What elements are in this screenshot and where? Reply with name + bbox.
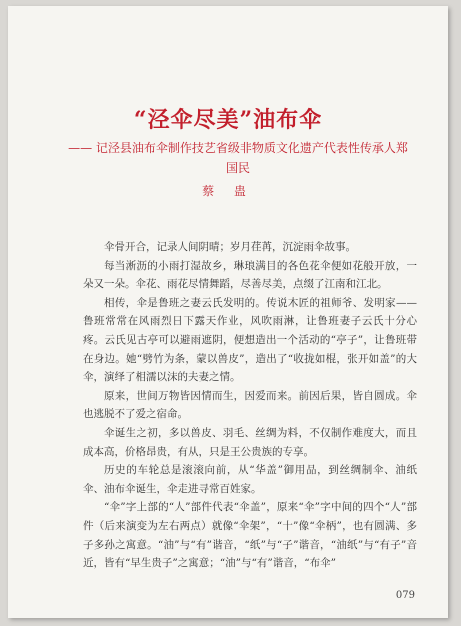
paragraph: 伞诞生之初，多以兽皮、羽毛、丝绸为料，不仅制作难度大，而且成本高，价格昂贵，有从，只是王公贵族的专享。 bbox=[83, 426, 417, 458]
article-title: “泾伞尽美”油布伞 bbox=[133, 107, 323, 133]
page-number: 079 bbox=[395, 590, 415, 601]
article-body bbox=[83, 238, 417, 573]
paragraph: 原来，世间万物皆因情而生，因爱而来。前因后果，皆自圆成。伞也逃脱不了爱之宿命。 bbox=[83, 389, 417, 421]
paragraph: 每当淅沥的小雨打湿故乡，琳琅满目的各色花伞便如花般开放，一朵又一朵。伞花、雨花尽情舞蹈，尽善尽美，点缀了江南和江北。 bbox=[83, 259, 417, 291]
paragraph: 伞骨开合，记录人间阴晴；岁月荏苒，沉淀雨伞故事。 bbox=[104, 241, 356, 253]
paragraph: 相传，伞是鲁班之妻云氏发明的。传说木匠的祖师爷、发明家——鲁班常常在风雨烈日下露天作业，风吹雨淋，让鲁班妻子云氏十分心疼。云氏见古亭可以避雨遮阴，便想造出一个活动的“亭子”，让鲁班带在身边。她“劈竹为条，蒙以兽皮”，造出了“收拢如棍，张开如盖”的大伞，演绎了相濡以沫的夫妻之情。 bbox=[83, 296, 417, 384]
article-author: 蔡 蛊 bbox=[202, 184, 254, 198]
document-page bbox=[8, 6, 448, 618]
article-subtitle: —— 记泾县油布伞制作技艺省级非物质文化遗产代表性传承人郑国民 bbox=[68, 141, 408, 175]
paragraph: “伞”字上部的“人”部件代表“伞盖”，原来“伞”字中间的四个“人”部件（后来演变为左右两点）就像“伞架”，“十”像“伞柄”，也有圆满、多子多孙之寓意。“油”与“有”谐音，“纸”与“子”谐音，“油纸”与“有子”音近，皆有“早生贵子”之寓意；“油”与“有”谐音，“布伞” bbox=[83, 501, 417, 570]
paragraph: 历史的车轮总是滚滚向前，从“华盖”御用品，到丝绸制伞、油纸伞、油布伞诞生，伞走进寻常百姓家。 bbox=[83, 464, 417, 495]
